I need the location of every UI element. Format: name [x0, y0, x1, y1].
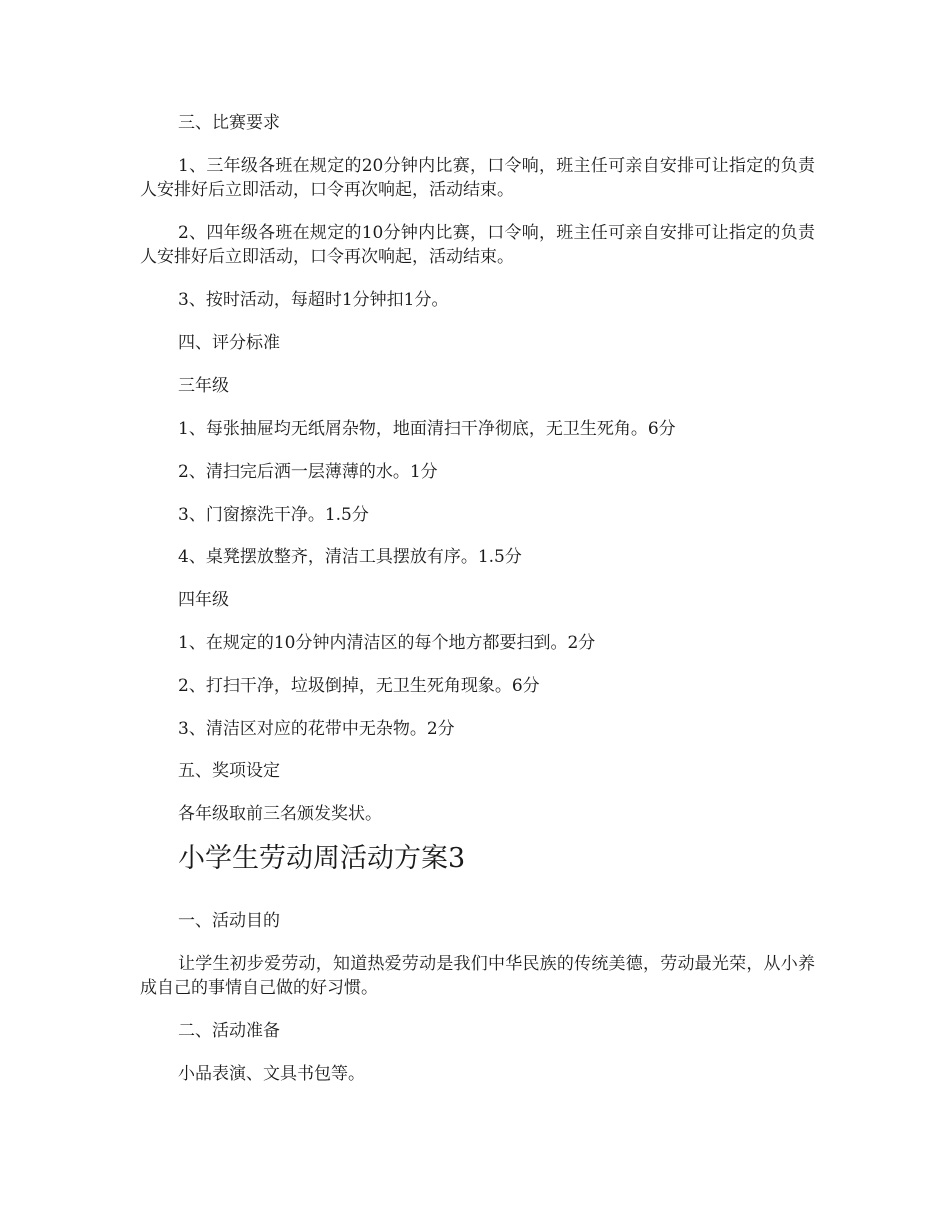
grade3-item-1: 1、每张抽屉均无纸屑杂物，地面清扫干净彻底，无卫生死角。6分 [178, 419, 676, 439]
goal-heading: 一、活动目的 [178, 911, 280, 931]
section-heading-awards: 五、奖项设定 [178, 761, 280, 781]
plan3-title: 小学生劳动周活动方案3 [178, 843, 466, 874]
grade4-label: 四年级 [178, 590, 229, 610]
prep-heading: 二、活动准备 [178, 1021, 280, 1041]
prep-text: 小品表演、文具书包等。 [178, 1064, 365, 1084]
requirement-item-1: 1、三年级各班在规定的20分钟内比赛，口令响，班主任可亲自安排可让指定的负责人安排好后立即活动，口令再次响起，活动结束。 [140, 156, 815, 200]
requirement-item-2: 2、四年级各班在规定的10分钟内比赛，口令响，班主任可亲自安排可让指定的负责人安排好后立即活动，口令再次响起，活动结束。 [140, 223, 815, 267]
requirement-item-3: 3、按时活动，每超时1分钟扣1分。 [178, 290, 449, 310]
grade4-item-2: 2、打扫干净，垃圾倒掉，无卫生死角现象。6分 [178, 676, 540, 696]
grade3-item-4: 4、桌凳摆放整齐，清洁工具摆放有序。1.5分 [178, 547, 522, 567]
awards-text: 各年级取前三名颁发奖状。 [178, 804, 382, 824]
grade3-label: 三年级 [178, 376, 229, 396]
section-heading-requirements: 三、比赛要求 [178, 113, 280, 133]
goal-text: 让学生初步爱劳动，知道热爱劳动是我们中华民族的传统美德，劳动最光荣，从小养成自己的事情自己做的好习惯。 [140, 954, 815, 998]
grade4-item-3: 3、清洁区对应的花带中无杂物。2分 [178, 719, 455, 739]
section-heading-scoring: 四、评分标准 [178, 333, 280, 353]
grade3-item-3: 3、门窗擦洗干净。1.5分 [178, 505, 369, 525]
grade4-item-1: 1、在规定的10分钟内清洁区的每个地方都要扫到。2分 [178, 633, 596, 653]
grade3-item-2: 2、清扫完后洒一层薄薄的水。1分 [178, 462, 438, 482]
